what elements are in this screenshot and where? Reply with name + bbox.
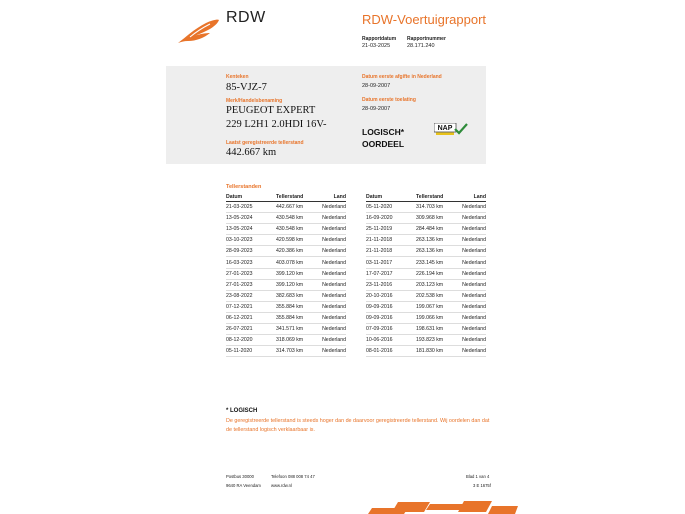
col-header-land: Land (458, 192, 486, 202)
table-header-row (226, 192, 346, 202)
datum-afgifte-value: 28-09-2007 (362, 83, 391, 89)
cell-datum: 09-09-2016 (366, 312, 416, 323)
cell-datum: 06-12-2021 (226, 312, 276, 323)
cell-datum: 26-07-2021 (226, 324, 276, 335)
tellerstanden-table-left (226, 192, 346, 357)
cell-land: Nederland (458, 335, 486, 346)
kenteken-value: 85-VJZ-7 (226, 82, 267, 93)
table-row (226, 202, 346, 213)
cell-tellerstand: 226.194 km (416, 268, 458, 279)
table-row (226, 346, 346, 357)
col-header-datum: Datum (226, 192, 276, 202)
cell-datum: 07-12-2021 (226, 301, 276, 312)
cell-land: Nederland (458, 213, 486, 224)
decorative-stripes-icon (368, 498, 518, 514)
cell-land: Nederland (458, 246, 486, 257)
footer-code: 3 E 1675f (473, 483, 491, 488)
cell-tellerstand: 199.067 km (416, 301, 458, 312)
table-row (226, 312, 346, 323)
table-row (366, 268, 486, 279)
cell-tellerstand: 263.136 km (416, 246, 458, 257)
cell-datum: 03-10-2023 (226, 235, 276, 246)
datum-toelating-label: Datum eerste toelating (362, 97, 416, 103)
col-header-tellerstand: Tellerstand (416, 192, 458, 202)
rdw-logo-icon (176, 19, 220, 45)
cell-tellerstand: 399.120 km (276, 268, 318, 279)
cell-land: Nederland (458, 324, 486, 335)
cell-tellerstand: 420.386 km (276, 246, 318, 257)
cell-land: Nederland (458, 346, 486, 357)
cell-land: Nederland (458, 279, 486, 290)
col-header-land: Land (318, 192, 346, 202)
cell-tellerstand: 430.548 km (276, 213, 318, 224)
cell-land: Nederland (318, 312, 346, 323)
table-row (366, 257, 486, 268)
cell-tellerstand: 341.571 km (276, 324, 318, 335)
cell-datum: 13-05-2024 (226, 213, 276, 224)
table-row (226, 279, 346, 290)
cell-datum: 23-08-2022 (226, 290, 276, 301)
logisch-title: * LOGISCH (226, 408, 258, 414)
cell-land: Nederland (458, 268, 486, 279)
cell-datum: 21-11-2018 (366, 246, 416, 257)
rapportnummer-value: 28.171.240 (407, 43, 435, 49)
cell-land: Nederland (458, 301, 486, 312)
table-row (366, 224, 486, 235)
logisch-text: De geregistreerde tellerstand is steeds hoger dan de daarvoor geregistreerde tellerstand. Wij oordelen dan dat de tellerstand logisch verklaarbaar is. (226, 418, 490, 433)
cell-datum: 08-01-2016 (366, 346, 416, 357)
footer-website: www.rdw.nl (271, 483, 292, 488)
cell-land: Nederland (318, 290, 346, 301)
cell-datum: 16-09-2020 (366, 213, 416, 224)
cell-tellerstand: 420.598 km (276, 235, 318, 246)
table-row (226, 213, 346, 224)
table-row (366, 301, 486, 312)
cell-land: Nederland (318, 301, 346, 312)
table-row (366, 279, 486, 290)
kenteken-label: Kenteken (226, 74, 249, 80)
cell-land: Nederland (458, 312, 486, 323)
table-row (366, 335, 486, 346)
cell-datum: 10-06-2016 (366, 335, 416, 346)
cell-tellerstand: 181.830 km (416, 346, 458, 357)
table-row (226, 246, 346, 257)
tellerstand-value: 442.667 km (226, 147, 277, 158)
cell-datum: 23-11-2016 (366, 279, 416, 290)
footer-postbus: Postbus 30000 (226, 474, 254, 479)
cell-datum: 27-01-2023 (226, 279, 276, 290)
cell-datum: 20-10-2016 (366, 290, 416, 301)
cell-datum: 16-03-2023 (226, 257, 276, 268)
table-row (366, 202, 486, 213)
cell-datum: 25-11-2019 (366, 224, 416, 235)
cell-datum: 28-09-2023 (226, 246, 276, 257)
cell-tellerstand: 430.548 km (276, 224, 318, 235)
cell-tellerstand: 193.823 km (416, 335, 458, 346)
cell-land: Nederland (458, 257, 486, 268)
table-row (366, 312, 486, 323)
table-row (226, 257, 346, 268)
table-row (226, 224, 346, 235)
cell-tellerstand: 202.538 km (416, 290, 458, 301)
cell-tellerstand: 355.884 km (276, 301, 318, 312)
footer-telefoon: Telefoon 088 008 74 47 (271, 474, 315, 479)
merk-label: Merk/Handelsbenaming (226, 98, 283, 104)
cell-datum: 17-07-2017 (366, 268, 416, 279)
footer-blad: Blad 1 van 4 (466, 474, 490, 479)
cell-land: Nederland (318, 279, 346, 290)
cell-datum: 07-09-2016 (366, 324, 416, 335)
rapportnummer-label: Rapportnummer (407, 36, 446, 42)
cell-datum: 13-05-2024 (226, 224, 276, 235)
cell-tellerstand: 314.703 km (276, 346, 318, 357)
table-row (366, 290, 486, 301)
cell-tellerstand: 399.120 km (276, 279, 318, 290)
cell-land: Nederland (318, 235, 346, 246)
cell-land: Nederland (458, 290, 486, 301)
cell-land: Nederland (318, 246, 346, 257)
cell-datum: 21-11-2018 (366, 235, 416, 246)
table-row (366, 346, 486, 357)
cell-tellerstand: 263.136 km (416, 235, 458, 246)
table-row (226, 268, 346, 279)
cell-land: Nederland (318, 324, 346, 335)
table-row (366, 235, 486, 246)
oordeel-line2: OORDEEL (362, 139, 405, 149)
tellerstand-label: Laatst geregistreerde tellerstand (226, 140, 304, 146)
table-row (226, 290, 346, 301)
cell-land: Nederland (458, 235, 486, 246)
cell-land: Nederland (318, 224, 346, 235)
datum-afgifte-label: Datum eerste afgifte in Nederland (362, 74, 442, 80)
rapportdatum-label: Rapportdatum (362, 36, 397, 42)
cell-datum: 05-11-2020 (366, 202, 416, 213)
cell-tellerstand: 284.484 km (416, 224, 458, 235)
cell-tellerstand: 314.703 km (416, 202, 458, 213)
brand-name: RDW (226, 9, 266, 26)
tellerstanden-title: Tellerstanden (226, 184, 262, 190)
table-row (226, 324, 346, 335)
cell-land: Nederland (318, 202, 346, 213)
table-header-row (366, 192, 486, 202)
cell-land: Nederland (458, 224, 486, 235)
cell-tellerstand: 203.123 km (416, 279, 458, 290)
cell-land: Nederland (318, 257, 346, 268)
merk-line2: 229 L2H1 2.0HDI 16V- (226, 119, 327, 130)
table-row (366, 246, 486, 257)
table-row (366, 324, 486, 335)
cell-datum: 21-03-2025 (226, 202, 276, 213)
merk-line1: PEUGEOT EXPERT (226, 105, 316, 116)
cell-tellerstand: 442.667 km (276, 202, 318, 213)
cell-tellerstand: 355.884 km (276, 312, 318, 323)
rapportdatum-value: 21-03-2025 (362, 43, 391, 49)
table-row (226, 235, 346, 246)
report-title: RDW-Voertuigrapport (362, 12, 487, 27)
cell-datum: 05-11-2020 (226, 346, 276, 357)
cell-datum: 08-12-2020 (226, 335, 276, 346)
cell-datum: 03-11-2017 (366, 257, 416, 268)
table-row (226, 301, 346, 312)
cell-tellerstand: 309.968 km (416, 213, 458, 224)
oordeel-line1: LOGISCH* (362, 127, 405, 137)
cell-land: Nederland (318, 335, 346, 346)
nap-logo-icon (434, 123, 468, 136)
cell-tellerstand: 382.683 km (276, 290, 318, 301)
cell-datum: 27-01-2023 (226, 268, 276, 279)
cell-tellerstand: 233.145 km (416, 257, 458, 268)
datum-toelating-value: 28-09-2007 (362, 106, 391, 112)
cell-tellerstand: 199.066 km (416, 312, 458, 323)
cell-tellerstand: 318.069 km (276, 335, 318, 346)
cell-land: Nederland (318, 213, 346, 224)
nap-logo-text: NAP (437, 125, 453, 133)
cell-land: Nederland (458, 202, 486, 213)
table-row (226, 335, 346, 346)
col-header-tellerstand: Tellerstand (276, 192, 318, 202)
cell-tellerstand: 403.078 km (276, 257, 318, 268)
table-row (366, 213, 486, 224)
cell-datum: 09-09-2016 (366, 301, 416, 312)
cell-land: Nederland (318, 268, 346, 279)
cell-land: Nederland (318, 346, 346, 357)
tellerstanden-table-right (366, 192, 486, 357)
cell-tellerstand: 198.631 km (416, 324, 458, 335)
col-header-datum: Datum (366, 192, 416, 202)
oordeel-block (362, 126, 404, 150)
vehicle-panel (166, 66, 486, 164)
footer-plaats: 9640 RA Veendam (226, 483, 261, 488)
